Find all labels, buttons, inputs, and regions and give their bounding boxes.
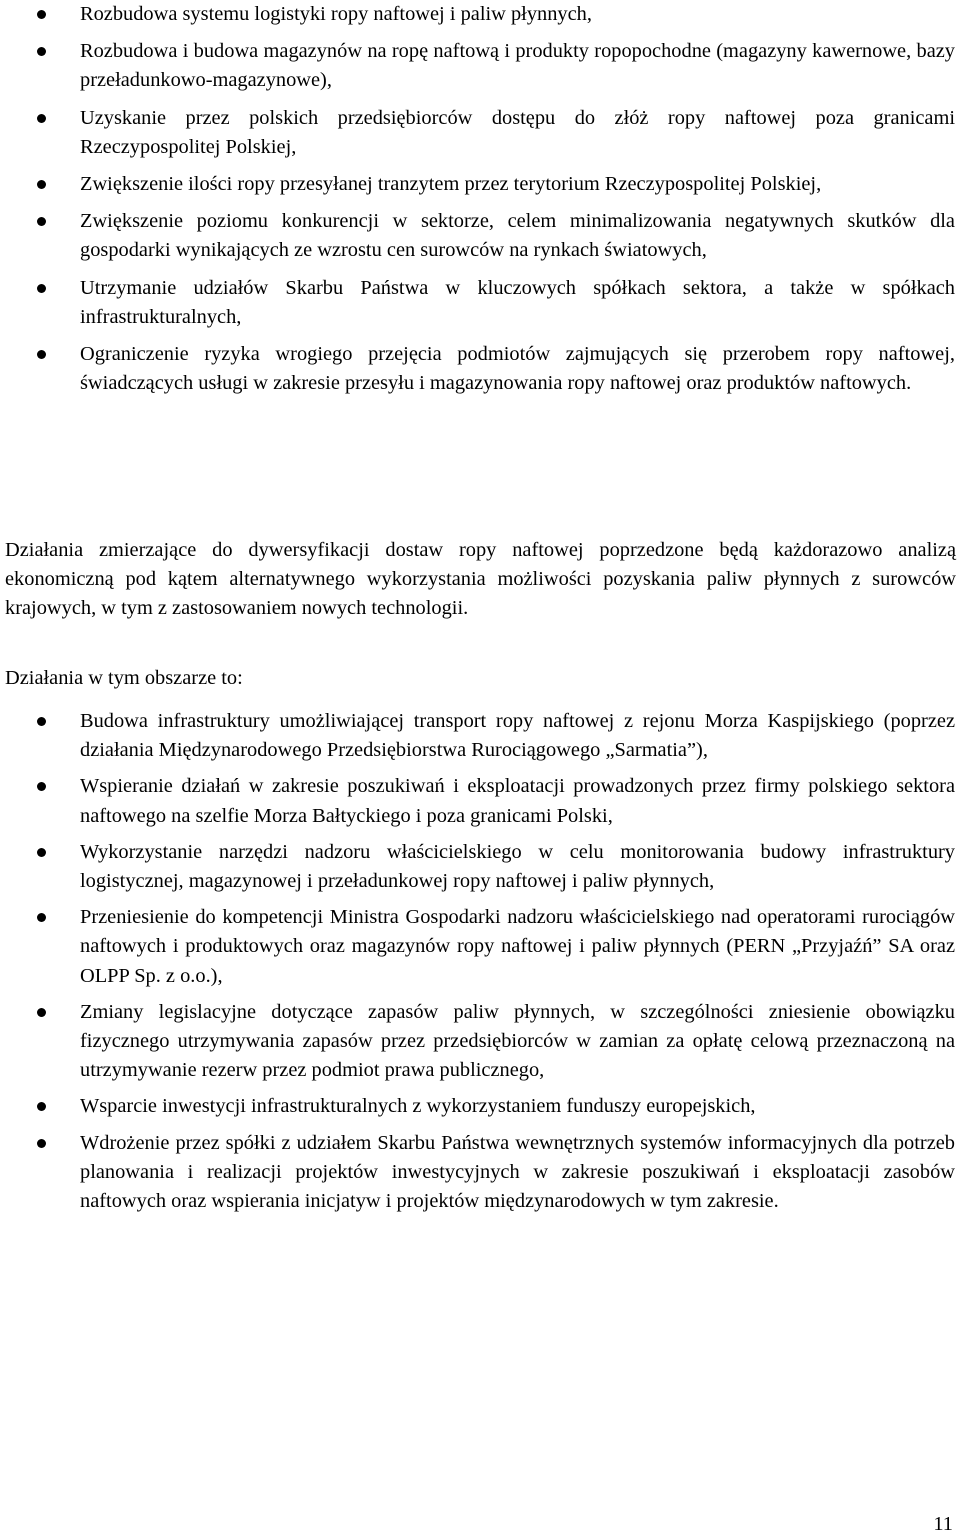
bullet-icon xyxy=(37,782,46,791)
list-item-text: Budowa infrastruktury umożliwiającej transport ropy naftowej z rejonu Morza Kaspijskiego (poprzez działania Międzynarodowego Przedsiębiorstwa Rurociągowego „Sarmatia”), xyxy=(80,710,955,762)
list-item-text: Wdrożenie przez spółki z udziałem Skarbu Państwa wewnętrznych systemów informacyjnych dla potrzeb planowania i realizacji projektów inwestycyjnych w zakresie poszukiwań i eksploatacji zasobów naftowych oraz wspierania inicjatyw i projektów międzynarodowych w tym zakresie. xyxy=(80,1131,955,1213)
list-item xyxy=(0,998,960,1086)
bullet-icon xyxy=(37,1008,46,1017)
list-item-text: Rozbudowa systemu logistyki ropy naftowej i paliw płynnych, xyxy=(80,3,592,25)
bullet-icon xyxy=(37,350,46,359)
list-item xyxy=(0,838,960,896)
list-item xyxy=(0,903,960,991)
list-item-text: Przeniesienie do kompetencji Ministra Gospodarki nadzoru właścicielskiego nad operatorami rurociągów naftowych i produktowych oraz magazynów ropy naftowej i paliw płynnych (PERN „Przyjaźń” SA oraz OLPP Sp. z o.o.), xyxy=(80,906,955,987)
list-item xyxy=(0,37,960,95)
list-item-text: Zwiększenie ilości ropy przesyłanej tranzytem przez terytorium Rzeczypospolitej Polskiej, xyxy=(80,173,822,196)
list-item-text: Rozbudowa i budowa magazynów na ropę naftową i produkty ropopochodne (magazyny kawernowe, bazy przeładunkowo-magazynowe), xyxy=(80,40,955,92)
bullet-icon xyxy=(37,848,46,857)
list-item xyxy=(0,1092,960,1121)
bullet-icon xyxy=(37,284,46,293)
bullet-icon xyxy=(37,180,46,189)
list-item xyxy=(0,0,960,29)
bullet-icon xyxy=(37,114,46,123)
body-paragraph: Działania zmierzające do dywersyfikacji dostaw ropy naftowej poprzedzone będą każdorazowo analizą ekonomiczną pod kątem alternatywnego wykorzystania możliwości pozyskania paliw płynnych z surowców krajowych, w tym z zastosowaniem nowych technologii. xyxy=(5,539,956,620)
bullet-icon xyxy=(37,10,46,19)
bullet-icon xyxy=(37,47,46,56)
bullet-list-actions xyxy=(0,707,960,1223)
list-item-text: Wykorzystanie narzędzi nadzoru właścicielskiego w celu monitorowania budowy infrastruktury logistycznej, magazynowej i przeładunkowej ropy naftowej i paliw płynnych, xyxy=(80,840,955,893)
bullet-icon xyxy=(37,717,46,726)
bullet-icon xyxy=(37,913,46,922)
list-item-text: Zwiększenie poziomu konkurencji w sektorze, celem minimalizowania negatywnych skutków dla gospodarki wynikających ze wzrostu cen surowców na rynkach światowych, xyxy=(80,210,955,262)
list-item xyxy=(0,340,960,398)
page-number: 11 xyxy=(933,1513,953,1535)
list-item xyxy=(0,104,960,162)
list-item xyxy=(0,1129,960,1217)
bullet-list-goals xyxy=(0,0,960,406)
list-item xyxy=(0,707,960,765)
list-item xyxy=(0,772,960,830)
list-item xyxy=(0,170,960,199)
bullet-icon xyxy=(37,217,46,226)
section-intro: Działania w tym obszarze to: xyxy=(5,667,243,689)
list-item-text: Zmiany legislacyjne dotyczące zapasów paliw płynnych, w szczególności zniesienie obowiązku fizycznego utrzymywania zapasów przez przedsiębiorców w zamian za opłatę celową przeznaczoną na utrzymywanie rezerw przez podmiot prawa publicznego, xyxy=(80,1000,955,1082)
list-item-text: Utrzymanie udziałów Skarbu Państwa w kluczowych spółkach sektora, a także w spółkach infrastrukturalnych, xyxy=(80,276,955,328)
bullet-icon xyxy=(37,1139,46,1148)
bullet-icon xyxy=(37,1102,46,1111)
list-item-text: Wsparcie inwestycji infrastrukturalnych z wykorzystaniem funduszy europejskich, xyxy=(80,1095,756,1118)
list-item-text: Wspieranie działań w zakresie poszukiwań i eksploatacji prowadzonych przez firmy polskiego sektora naftowego na szelfie Morza Bałtyckiego i poza granicami Polski, xyxy=(80,775,955,827)
list-item-text: Uzyskanie przez polskich przedsiębiorców dostępu do złóż ropy naftowej poza granicami Rzeczypospolitej Polskiej, xyxy=(80,106,955,158)
list-item-text: Ograniczenie ryzyka wrogiego przejęcia podmiotów zajmujących się przerobem ropy naftowej, świadczących usługi w zakresie przesyłu i magazynowania ropy naftowej oraz produktów naftowych. xyxy=(80,343,955,395)
list-item xyxy=(0,274,960,332)
list-item xyxy=(0,207,960,265)
